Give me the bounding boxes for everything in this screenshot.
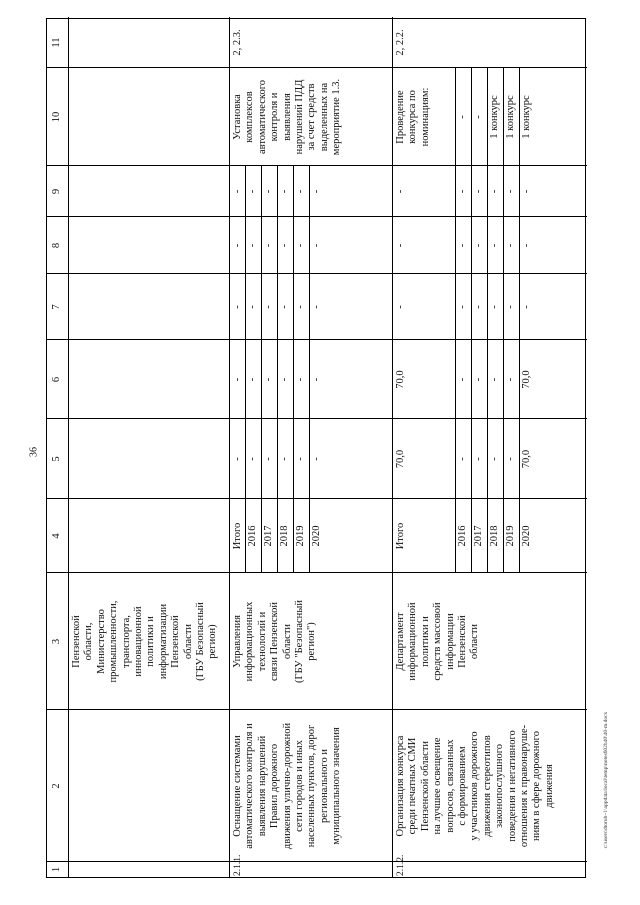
executor-line: информации — [444, 613, 456, 670]
executor-line: связи Пензенской — [269, 601, 281, 682]
year-cell: 2019 — [505, 525, 516, 547]
col-number: 7 — [51, 304, 62, 310]
measure-name-line: Организация конкурса — [395, 735, 406, 837]
executor-line: промышленности, — [108, 600, 120, 683]
value-cell: - — [521, 243, 532, 248]
page-number: 36 — [28, 447, 40, 457]
executor-line: Пензенской — [170, 615, 182, 668]
col-number: 8 — [51, 242, 62, 249]
measure-name-line: Правил дорожного — [269, 743, 281, 829]
executor-line: регион") — [306, 622, 318, 661]
value-cell: - — [505, 305, 516, 309]
value-cell: - — [247, 189, 258, 194]
value-cell: - — [247, 305, 258, 309]
links-cell: 2, 2.3. — [232, 29, 243, 56]
subrow-rule — [487, 68, 488, 573]
year-cell: 2018 — [489, 525, 500, 547]
value-cell: - — [311, 243, 322, 248]
result-year-cell: - — [457, 115, 468, 119]
value-cell: - — [395, 305, 406, 309]
measure-name-line: автоматического контроля и — [244, 723, 256, 849]
measure-name-line: поведения и негативного — [506, 730, 518, 842]
value-cell: - — [232, 189, 243, 194]
value-cell: - — [473, 457, 484, 461]
measure-name-line: движения улично-дорожной — [281, 722, 293, 850]
result-year-cell: 1 конкурс — [489, 95, 500, 139]
col-number: 4 — [51, 533, 62, 539]
measure-name-line: сети городов и иных — [294, 740, 306, 832]
subrow-rule — [261, 166, 262, 573]
result-line: выявления — [281, 93, 293, 141]
executor-line: технологий и — [256, 611, 268, 672]
executor-line: области — [281, 623, 293, 660]
header-rule — [68, 17, 69, 877]
col-number: 9 — [51, 188, 62, 195]
subrow-rule — [503, 68, 504, 573]
result-year-cell: - — [473, 115, 484, 119]
measure-name-line: выявления нарушений — [256, 735, 268, 837]
value-cell: - — [232, 377, 243, 382]
result-cell — [395, 68, 432, 166]
value-cell: - — [489, 243, 500, 248]
value-cell: - — [247, 243, 258, 248]
value-cell: - — [279, 457, 290, 461]
value-cell: - — [489, 189, 500, 194]
result-line: комплексов — [244, 91, 256, 143]
value-cell: - — [247, 377, 258, 382]
executor-line: (ГБУ Безопасный — [195, 602, 207, 681]
value-cell: - — [473, 243, 484, 248]
value-cell: - — [311, 305, 322, 309]
col-number: 10 — [51, 111, 62, 123]
result-year-cell: 1 конкурс — [505, 95, 516, 139]
year-cell: 2016 — [247, 525, 258, 547]
executor-line: области, — [83, 622, 95, 661]
executor-line: Пензенской — [457, 615, 469, 668]
value-cell: - — [489, 457, 500, 461]
result-line: Установка — [232, 94, 243, 140]
year-cell: 2017 — [263, 525, 274, 547]
value-cell: - — [279, 243, 290, 248]
subrow-rule — [471, 68, 472, 573]
measure-name-line: регионального и — [318, 749, 330, 823]
value-cell: - — [457, 457, 468, 461]
col-number: 2 — [51, 783, 62, 789]
result-line: конкурса по — [407, 90, 419, 144]
col-number: 5 — [51, 456, 62, 462]
executor-line: политики и — [419, 616, 431, 667]
col-number: 6 — [51, 376, 62, 383]
measure-name-line: законопослушного — [494, 743, 506, 829]
executor-line: информатизации — [157, 603, 169, 680]
result-line: нарушений ПДД — [294, 79, 306, 155]
value-cell: - — [521, 189, 532, 194]
executor-line: транспорта, — [120, 615, 132, 668]
measure-name-line: муниципального значения — [331, 727, 343, 845]
value-cell: - — [279, 189, 290, 194]
year-cell: 2016 — [457, 525, 468, 547]
top-executor-cell — [71, 573, 220, 710]
value-cell: - — [457, 377, 468, 382]
executor-line: (ГБУ "Безопасный — [294, 600, 306, 683]
measure-name-line: Оснащение системами — [232, 735, 243, 837]
result-line: мероприятие 1.3. — [331, 78, 343, 156]
measure-name-line: Пензенской области — [419, 740, 431, 832]
value-cell: 70,0 — [395, 370, 406, 389]
measure-name-line: у участников дорожного — [469, 731, 481, 841]
executor-line: Министерство — [95, 609, 107, 674]
row-number: 2.1.1. — [233, 854, 243, 876]
value-cell: - — [279, 377, 290, 382]
row-number: 2.1.2. — [396, 854, 406, 876]
subrow-rule — [455, 68, 456, 573]
value-cell: - — [457, 243, 468, 248]
rotated-table-wrapper — [46, 18, 586, 878]
executor-line: области — [182, 623, 194, 660]
value-cell: - — [489, 377, 500, 382]
value-cell: 70,0 — [521, 370, 532, 389]
value-cell: - — [232, 243, 243, 248]
measure-name-line: среди печатных СМИ — [407, 737, 419, 835]
result-line: за счет средств — [306, 83, 318, 151]
value-cell: - — [489, 305, 500, 309]
value-cell: - — [295, 305, 306, 309]
value-cell: - — [295, 377, 306, 382]
year-cell: 2017 — [473, 525, 484, 547]
value-cell: - — [247, 457, 258, 461]
file-path-footer: c:\users\dtorub~1\appdata\local\temp\notes602b40\40-m.docx — [603, 711, 609, 849]
measure-name-line: вопросов, связанных — [444, 739, 456, 833]
measure-name-line: на лучшее освещение — [432, 737, 444, 835]
value-cell: - — [263, 243, 274, 248]
value-cell: - — [457, 189, 468, 194]
value-cell: - — [232, 305, 243, 309]
row-rule — [229, 17, 230, 877]
executor-line: регион) — [207, 624, 219, 659]
executor-line: Пензенской — [71, 615, 82, 668]
executor-line: информационной — [407, 602, 419, 681]
result-line: контроля и — [269, 92, 281, 142]
subrow-rule — [519, 68, 520, 573]
result-cell — [232, 68, 344, 166]
year-cell: Итого — [395, 522, 406, 550]
value-cell: - — [505, 377, 516, 382]
value-cell: - — [505, 457, 516, 461]
value-cell: - — [505, 189, 516, 194]
measure-name-line: ниям в сфере дорожного — [531, 731, 543, 841]
result-line: Проведение — [395, 90, 406, 144]
value-cell: - — [395, 189, 406, 194]
subrow-rule — [293, 166, 294, 573]
executor-line: инновационной — [133, 606, 145, 677]
value-cell: - — [263, 305, 274, 309]
value-cell: - — [311, 189, 322, 194]
year-cell: 2019 — [295, 525, 306, 547]
value-cell: - — [395, 243, 406, 248]
value-cell: - — [295, 457, 306, 461]
measure-name-cell — [395, 710, 556, 862]
measure-name-line: населенных пунктов, дорог — [306, 724, 318, 848]
executor-cell — [232, 573, 319, 710]
executor-cell — [395, 573, 482, 710]
value-cell: - — [311, 457, 322, 461]
value-cell: 70,0 — [395, 449, 406, 469]
measure-name-line: отношения к правонаруше- — [519, 724, 531, 848]
program-table — [46, 18, 586, 878]
measure-name-line: движения стереотипов — [481, 735, 493, 837]
year-cell: 2020 — [521, 525, 532, 547]
value-cell: - — [295, 189, 306, 194]
value-cell: - — [521, 305, 532, 309]
value-cell: - — [295, 243, 306, 248]
value-cell: - — [263, 377, 274, 382]
value-cell: - — [473, 377, 484, 382]
result-year-cell: 1 конкурс — [521, 95, 532, 139]
value-cell: - — [263, 189, 274, 194]
year-cell: 2018 — [279, 525, 290, 547]
subrow-rule — [309, 166, 310, 573]
executor-line: области — [469, 623, 481, 660]
value-cell: - — [263, 457, 274, 461]
value-cell: - — [232, 457, 243, 461]
subrow-rule — [245, 166, 246, 573]
year-cell: 2020 — [311, 525, 322, 547]
col-number: 11 — [51, 37, 62, 48]
value-cell: - — [473, 189, 484, 194]
value-cell: - — [505, 243, 516, 248]
executor-line: политики и — [145, 616, 157, 667]
year-cell: Итого — [232, 522, 243, 550]
value-cell: 70,0 — [521, 449, 532, 469]
measure-name-line: движения — [543, 764, 555, 808]
executor-line: Управления — [232, 615, 243, 668]
col-number: 3 — [51, 638, 62, 645]
result-line: номинациям: — [419, 87, 431, 147]
executor-line: средств массовой — [432, 602, 444, 681]
value-cell: - — [473, 305, 484, 309]
value-cell: - — [457, 305, 468, 309]
row-rule — [392, 17, 393, 877]
measure-name-cell — [232, 710, 344, 862]
executor-line: Департамент — [395, 612, 406, 671]
col-number: 1 — [51, 866, 62, 873]
value-cell: - — [311, 377, 322, 382]
result-line: выделенных на — [318, 82, 330, 152]
result-line: автоматического — [256, 80, 268, 155]
links-cell: 2, 2.2. — [395, 29, 406, 56]
value-cell: - — [279, 305, 290, 309]
executor-line: информационных — [244, 601, 256, 682]
subrow-rule — [277, 166, 278, 573]
measure-name-line: с формированием — [457, 746, 469, 826]
